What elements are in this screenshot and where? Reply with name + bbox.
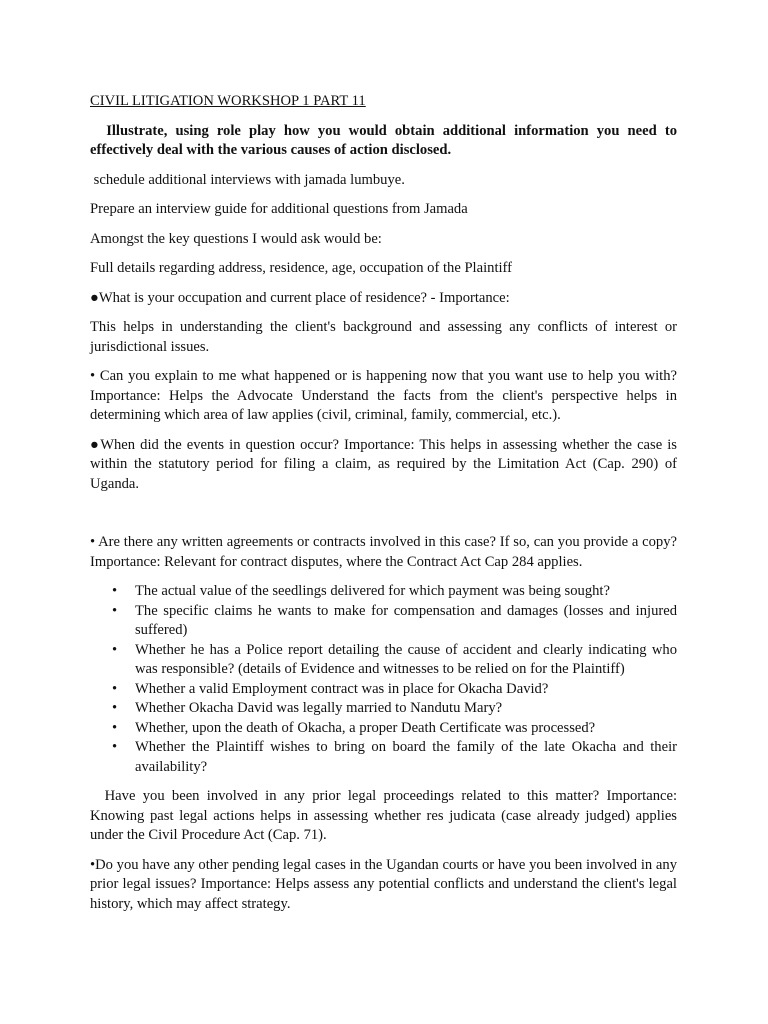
bullet-icon: •: [112, 700, 118, 716]
document-title: CIVIL LITIGATION WORKSHOP 1 PART 11: [90, 93, 366, 109]
paragraph-pending-cases: •Do you have any other pending legal cases in the Ugandan courts or have you been involved in any prior legal issues? Importance: Helps assess any potential conflicts and understand the client's legal history, which may affect strategy.: [90, 856, 677, 912]
blank-gap: [90, 504, 677, 533]
bullet-icon: •: [112, 680, 118, 697]
list-item: [112, 641, 677, 680]
list-item: [112, 602, 677, 641]
paragraph-what-happened: • Can you explain to me what happened or is happening now that you want use to help you with? Importance: Helps the Advocate Understand the facts from the client's perspective helps in determining which area of law applies (civil, criminal, family, commercial, etc.).: [90, 368, 677, 423]
list-item-text: The specific claims he wants to make for compensation and damages (losses and injured suffered): [135, 602, 677, 638]
list-item-text: Whether Okacha David was legally married to Nandutu Mary?: [135, 700, 503, 716]
paragraph-interview-guide: Prepare an interview guide for additional questions from Jamada: [90, 201, 468, 217]
paragraph-full-details: Full details regarding address, residence, age, occupation of the Plaintiff: [90, 260, 513, 276]
list-item-text: Whether, upon the death of Okacha, a proper Death Certificate was processed?: [135, 719, 596, 736]
list-item-text: The actual value of the seedlings delivered for which payment was being sought?: [135, 583, 610, 599]
paragraph-when-events: ●When did the events in question occur? Importance: This helps in assessing whether the case is within the statutory period for filing a claim, as required by the Limitation Act (Cap. 290) of Uganda.: [90, 436, 677, 492]
paragraph-key-questions: Amongst the key questions I would ask would be:: [90, 230, 382, 247]
paragraph-schedule-interviews: schedule additional interviews with jamada lumbuye.: [90, 171, 405, 188]
bullet-icon: •: [112, 583, 118, 599]
paragraph-contracts-question: • Are there any written agreements or contracts involved in this case? If so, can you provide a copy? Importance: Relevant for contract disputes, where the Contract Act Cap 284 applies.: [90, 534, 677, 570]
paragraph-background: This helps in understanding the client's background and assessing any conflicts of interest or jurisdictional issues.: [90, 319, 677, 355]
list-item: [112, 738, 677, 777]
question-prompt: Illustrate, using role play how you would obtain additional information you need to effectively deal with the various causes of action disclosed.: [90, 122, 681, 158]
bullet-icon: •: [112, 602, 118, 619]
bullet-icon: •: [112, 641, 118, 658]
list-item: [112, 719, 677, 739]
paragraph-occupation-question: ●What is your occupation and current place of residence? - Importance:: [90, 289, 510, 306]
document-page: [90, 92, 681, 924]
list-item: [112, 680, 677, 700]
list-item-text: Whether he has a Police report detailing the cause of accident and clearly indicating who was responsible? (details of Evidence and witnesses to be relied on for the Plaintiff): [135, 641, 677, 677]
list-item-text: Whether the Plaintiff wishes to bring on board the family of the late Okacha and their availability?: [135, 739, 677, 775]
bullet-list: [90, 582, 677, 777]
paragraph-prior-proceedings: Have you been involved in any prior legal proceedings related to this matter? Importance: Knowing past legal actions helps in assessing whether res judicata (case already judged) applies under the Civil Procedure Act (Cap. 71).: [90, 788, 681, 843]
list-item: [112, 582, 677, 602]
list-item: [112, 699, 677, 719]
list-item-text: Whether a valid Employment contract was in place for Okacha David?: [135, 680, 549, 697]
bullet-icon: •: [112, 719, 118, 736]
bullet-icon: •: [112, 739, 118, 755]
